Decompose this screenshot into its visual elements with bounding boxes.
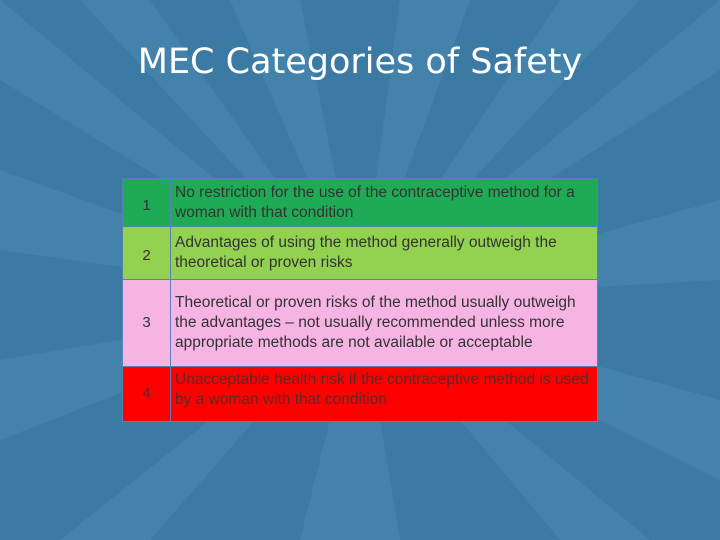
category-description: Advantages of using the method generally outweigh the theoretical or proven risks <box>171 227 598 280</box>
category-number: 4 <box>123 367 171 422</box>
mec-categories-table <box>122 178 598 422</box>
table-row <box>123 227 598 280</box>
slide-title: MEC Categories of Safety <box>137 42 583 82</box>
table-row <box>123 280 598 367</box>
category-description: No restriction for the use of the contraceptive method for a woman with that condition <box>171 179 598 227</box>
category-number: 1 <box>123 179 171 227</box>
category-number: 3 <box>123 280 171 367</box>
table-row <box>123 367 598 422</box>
category-description: Unacceptable health risk if the contraceptive method is used by a woman with that condition <box>171 367 598 422</box>
category-description: Theoretical or proven risks of the method usually outweigh the advantages – not usually recommended unless more appropriate methods are not available or acceptable <box>171 280 598 367</box>
table-row <box>123 179 598 227</box>
category-number: 2 <box>123 227 171 280</box>
